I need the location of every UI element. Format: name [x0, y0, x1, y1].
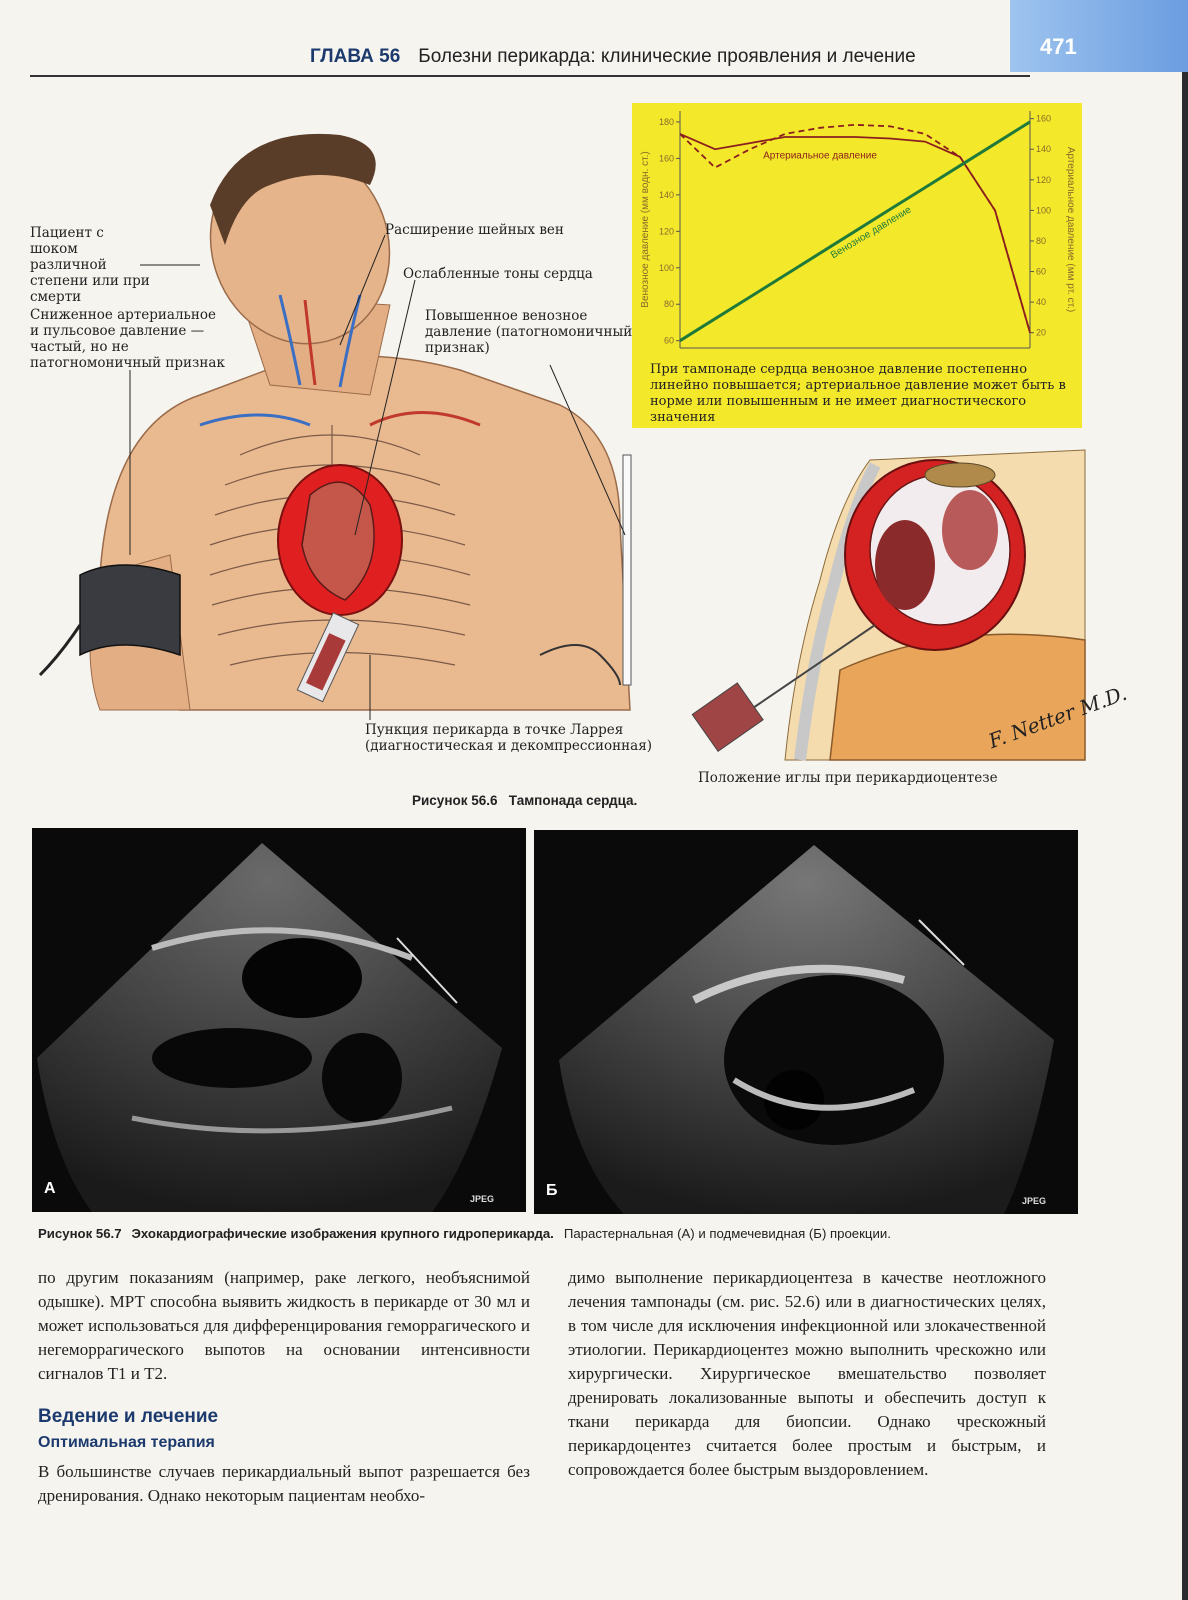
bp-cuff [80, 565, 180, 655]
venous-annotation: Венозное давление [829, 204, 914, 262]
left-tick-label: 120 [658, 226, 674, 237]
left-tick-label: 60 [663, 335, 674, 346]
left-tick-label: 180 [658, 116, 674, 127]
right-tick-label: 40 [1036, 297, 1047, 308]
chart-caption: При тампонаде сердца венозное давление постепенно линейно повышается; артериальное давление может быть в норме или повышенным и не имеет диагностического значения [650, 362, 1066, 425]
heading-management: Ведение и лечение [38, 1406, 219, 1427]
chapter-label: ГЛАВА 56 [310, 46, 401, 67]
echo-panel-a [32, 828, 526, 1212]
chapter-title: Болезни перикарда: клинические проявления и лечение [418, 46, 916, 67]
echo-panel-b [534, 830, 1078, 1214]
right-tick-label: 160 [1036, 113, 1052, 124]
left-tick-label: 80 [663, 299, 674, 310]
page-tab [1010, 0, 1188, 72]
figure-56-6-caption: Рисунок 56.6 Тампонада сердца. [412, 793, 638, 808]
left-column-paragraph-2: В большинстве случаев перикардиальный выпот разрешается без дренирования. Однако некоторым пациентам необхо- [38, 1462, 530, 1505]
right-tick-label: 100 [1036, 205, 1052, 216]
pericardiocentesis-inset [690, 440, 1085, 760]
heading-optimal-therapy: Оптимальная терапия [38, 1434, 215, 1451]
label-needle-position: Положение иглы при перикардиоцентезе [698, 770, 998, 786]
label-heart-tones: Ослабленные тоны сердца [403, 266, 593, 282]
label-shock: Пациент с шоком различной степени или при смерти [30, 225, 150, 305]
panel-b-jpeg: JPEG [1022, 1196, 1047, 1206]
running-header [310, 46, 916, 68]
left-axis-label: Венозное давление (мм водн. ст.) [640, 151, 651, 308]
right-tick-label: 20 [1036, 327, 1047, 338]
left-tick-label: 160 [658, 153, 674, 164]
patient-illustration [40, 95, 660, 720]
label-neck-veins: Расширение шейных вен [385, 222, 564, 238]
page-number: 471 [1040, 34, 1077, 59]
right-tick-label: 120 [1036, 174, 1052, 185]
netter-signature: F. Netter M.D. [985, 680, 1130, 754]
label-low-bp: Сниженное артериальное и пульсовое давление — частый, но не патогномоничный признак [30, 307, 225, 371]
right-axis-label: Артериальное давление (мм рт. ст.) [1065, 146, 1076, 313]
label-larrey: Пункция перикарда в точке Ларрея (диагностическая и декомпрессионная) [365, 722, 652, 754]
right-tick-label: 80 [1036, 235, 1047, 246]
arterial-annotation: Артериальное давление [763, 150, 877, 162]
label-venous-pressure: Повышенное венозное давление (патогномоничный признак) [425, 308, 633, 356]
panel-a-jpeg: JPEG [470, 1194, 495, 1204]
panel-a-label: А [44, 1180, 56, 1197]
left-column-paragraph-1: по другим показаниям (например, раке легкого, необъяснимой одышке). МРТ способна выявить жидкость в перикарде от 30 мл и может использоваться для дифференцирования геморрагического и негеморрагического выпотов на основании интенсивности сигналов Т1 и Т2. [38, 1268, 530, 1383]
inset-syringe [692, 683, 763, 751]
venous-manometer [623, 455, 631, 685]
right-tick-label: 140 [1036, 144, 1052, 155]
left-tick-label: 100 [658, 262, 674, 273]
right-tick-label: 60 [1036, 266, 1047, 277]
right-column-paragraph: димо выполнение перикардиоцентеза в качестве неотложного лечения тампонады (см. рис. 52.6) или в диагностических целях, в том числе для исключения инфекционной или злокачественной этиологии. Перикардиоцентез можно выполнить чрескожно или хирургически. Хирургическое вмешательство позволяет дренировать локализованные выпоты и обеспечить доступ к ткани перикарда для биопсии. Однако чрескожный перикардоцентез считается более простым и быстрым, и сопровождается более быстрым выздоровлением. [568, 1268, 1046, 1479]
panel-b-label: Б [546, 1182, 558, 1199]
figure-56-7-caption: Рисунок 56.7 Эхокардиографические изображения крупного гидроперикарда. Парастернальная (А) и подмечевидная (Б) проекции. [38, 1226, 891, 1241]
header-rule [30, 75, 1030, 77]
left-tick-label: 140 [658, 189, 674, 200]
